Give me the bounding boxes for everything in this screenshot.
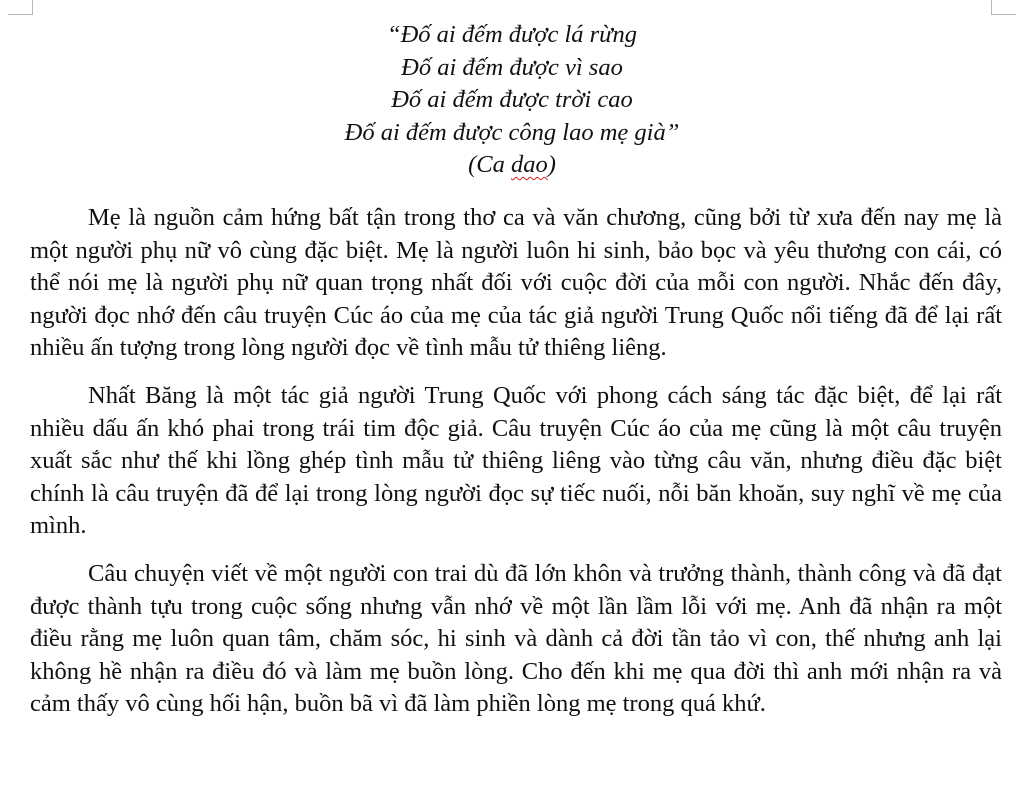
paragraph-1: Mẹ là nguồn cảm hứng bất tận trong thơ ca và văn chương, cũng bởi từ xưa đến nay mẹ là một người phụ nữ vô cùng đặc biệt. Mẹ là người luôn hi sinh, bảo bọc và yêu thương con cái, có thể nói mẹ là người phụ nữ quan trọng nhất đối với cuộc đời của mỗi con người. Nhắc đến đây, người đọc nhớ đến câu truyện Cúc áo của mẹ của tác giả người Trung Quốc nổi tiếng đã để lại rất nhiều ấn tượng trong lòng người đọc về tình mẫu tử thiêng liêng. xyxy=(30,204,1002,362)
poem-source xyxy=(0,149,1024,182)
poem-line: Đố ai đếm được trời cao xyxy=(391,86,633,113)
epigraph-poem xyxy=(0,19,1024,182)
poem-source-open: (Ca xyxy=(468,151,511,178)
margin-corner-mark-right xyxy=(991,0,1016,15)
paragraph-3: Câu chuyện viết về một người con trai dù đã lớn khôn và trưởng thành, thành công và đã đạt được thành tựu trong cuộc sống nhưng vẫn nhớ về một lần lầm lỗi với mẹ. Anh đã nhận ra một điều rằng mẹ luôn quan tâm, chăm sóc, hi sinh và dành cả đời tần tảo vì con, thế nhưng anh lại không hề nhận ra điều đó và làm mẹ buồn lòng. Cho đến khi mẹ qua đời thì anh mới nhận ra và cảm thấy vô cùng hối hận, buồn bã vì đã làm phiền lòng mẹ trong quá khứ. xyxy=(30,559,1002,718)
poem-source-close: ) xyxy=(547,151,556,178)
poem-line: Đố ai đếm được công lao mẹ già” xyxy=(344,118,680,146)
paragraph-2: Nhất Băng là một tác giả người Trung Quốc với phong cách sáng tác đặc biệt, để lại rất nhiều dấu ấn khó phai trong trái tim độc giả. Câu truyện Cúc áo của mẹ cũng là một câu truyện xuất sắc như thế khi lồng ghép tình mẫu tử thiêng liêng vào từng câu văn, nhưng điều đặc biệt chính là câu truyện đã để lại trong lòng người đọc sự tiếc nuối, nỗi băn khoăn, suy nghĩ về mẹ của mình. xyxy=(30,381,1002,540)
poem-line: Đố ai đếm được vì sao xyxy=(401,53,623,81)
poem-line: “Đố ai đếm được lá rừng xyxy=(386,21,638,48)
spellcheck-flagged-word[interactable]: dao xyxy=(510,151,548,178)
body-text xyxy=(30,202,1002,736)
margin-corner-mark-left xyxy=(8,0,33,15)
